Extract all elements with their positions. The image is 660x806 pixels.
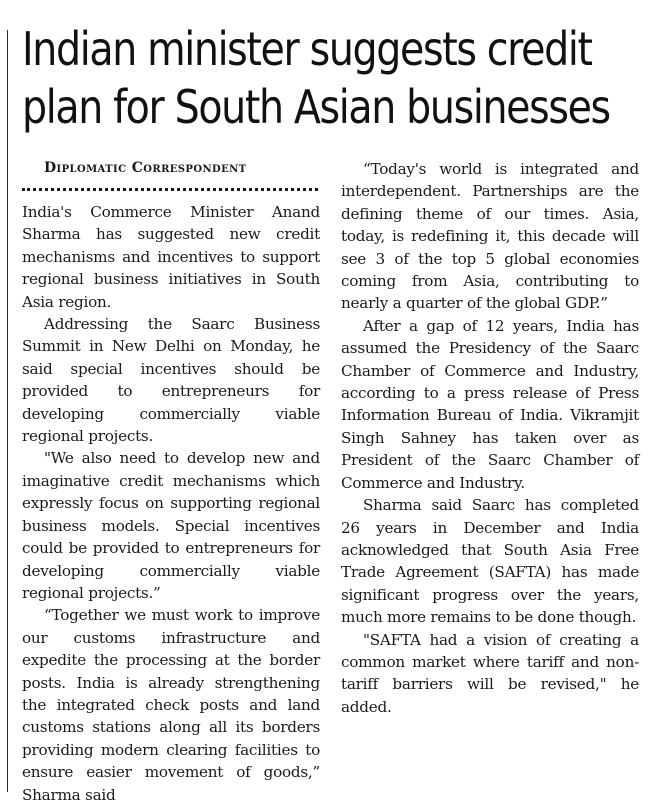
paragraph: India's Commerce Minister Anand Sharma has suggested new credit mechanisms and incentives to support regional business initiatives in South Asia region. (22, 203, 320, 311)
byline: Diplomatic Correspondent (44, 160, 247, 176)
paragraph: “Today's world is integrated and interdependent. Partnerships are the defining theme of our times. Asia, today, is redefining it, this decade will see 3 of the top 5 global economies coming from Asia, contributing to nearly a quarter of the global GDP.” (341, 160, 639, 313)
paragraph: "We also need to develop new and imaginative credit mechanisms which expressly focus on supporting regional business models. Special incentives could be provided to entrepreneurs for developing commercially viable regional projects.” (22, 449, 320, 602)
paragraph: After a gap of 12 years, India has assumed the Presidency of the Saarc Chamber of Commerce and Industry, according to a press release of Press Information Bureau of India. Vikramjit Singh Sahney has taken over as President of the Saarc Chamber of Commerce and Industry. (341, 316, 639, 492)
paragraph: “Together we must work to improve our customs infrastructure and expedite the processing at the border posts. India is already strengthening the integrated check posts and land customs stations along all its borders providing modern clearing facilities to ensure easier movement of goods,” Sharma said (22, 606, 320, 804)
article-column-left (22, 158, 320, 806)
paragraph: "SAFTA had a vision of creating a common market where tariff and non-tariff barriers will be revised," he added. (341, 630, 639, 716)
headline (22, 20, 610, 136)
article-column-right (341, 158, 639, 718)
column-rule (7, 30, 8, 792)
headline-line-1: Indian minister suggests credit (22, 22, 592, 76)
headline-line-2: plan for South Asian businesses (22, 80, 610, 134)
paragraph: Addressing the Saarc Business Summit in New Delhi on Monday, he said special incentives should be provided to entrepreneurs for developing commercially viable regional projects. (22, 315, 320, 446)
dotted-separator (22, 184, 318, 191)
paragraph: Sharma said Saarc has completed 26 years in December and India acknowledged that South Asia Free Trade Agreement (SAFTA) has made significant progress over the years, much more remains to be done though. (341, 496, 639, 627)
